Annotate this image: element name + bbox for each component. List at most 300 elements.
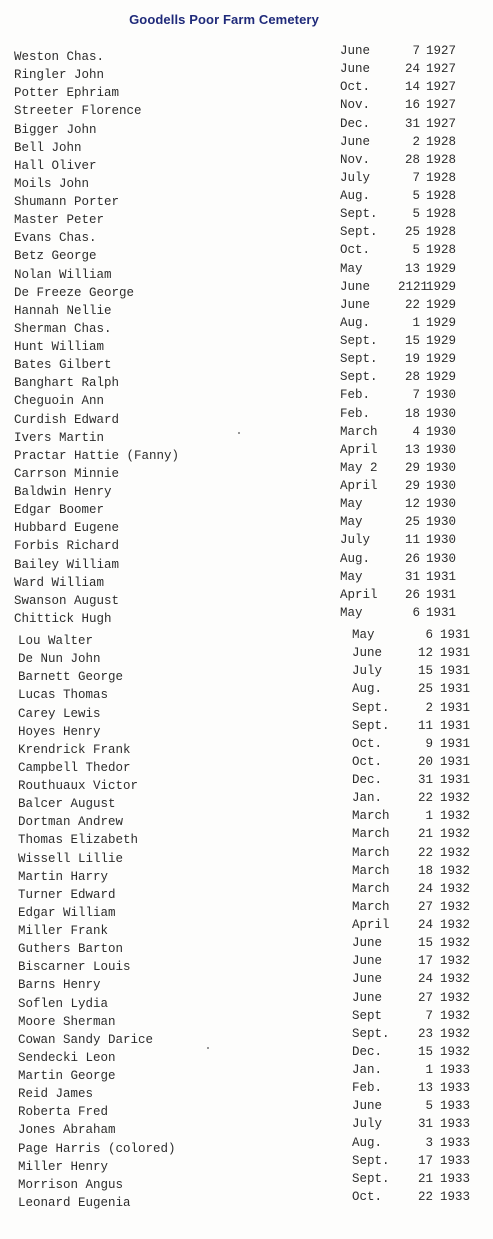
burial-row	[0, 531, 493, 554]
burial-month: Oct.	[352, 1189, 383, 1204]
burial-name: Baldwin Henry	[14, 485, 112, 499]
burial-name: Hall Oliver	[14, 158, 97, 173]
burial-month: Sept.	[340, 370, 378, 385]
burial-month: Feb.	[340, 406, 371, 421]
burial-year: 1930	[426, 533, 457, 548]
burial-row	[0, 753, 493, 775]
burial-day: 4	[412, 424, 420, 439]
burial-day: 29	[404, 479, 420, 493]
burial-row	[0, 115, 493, 137]
burial-day: 17	[417, 954, 433, 969]
burial-day: 7	[412, 388, 420, 403]
burial-year: 1931	[440, 718, 471, 733]
burial-year: 1932	[440, 918, 471, 932]
burial-day: 14	[404, 80, 420, 95]
burial-year: 1931	[440, 628, 471, 642]
burial-year: 1928	[426, 189, 457, 203]
burial-row	[0, 916, 493, 938]
burial-name: Betz George	[14, 249, 97, 264]
burial-day: 12	[404, 497, 420, 512]
burial-day: 6	[425, 628, 433, 642]
burial-month: Dec.	[352, 773, 383, 787]
burial-day: 31	[404, 569, 420, 584]
burial-day: 2121	[398, 279, 429, 294]
burial-name: Cowan Sandy Darice	[18, 1032, 154, 1047]
burial-day: 1	[412, 315, 420, 330]
burial-year: 1930	[426, 460, 457, 475]
burial-month: May 2	[340, 460, 378, 475]
burial-name: Leonard Eugenia	[18, 1195, 131, 1210]
burial-row	[0, 568, 493, 590]
burial-year: 1929	[426, 352, 457, 367]
burial-month: June	[340, 279, 371, 294]
burial-year: 1931	[440, 754, 471, 769]
burial-year: 1932	[440, 936, 471, 951]
burial-name: Bell John	[14, 140, 82, 155]
burial-day: 25	[404, 225, 420, 240]
burial-day: 7	[412, 44, 420, 58]
burial-month: Sept.	[352, 1026, 390, 1041]
burial-name: Barnett George	[18, 670, 124, 685]
burial-row	[0, 1152, 493, 1174]
burial-day: 21	[417, 1171, 433, 1186]
burial-year: 1930	[426, 406, 457, 421]
burial-name: Streeter Florence	[14, 104, 142, 119]
burial-day: 15	[417, 1044, 433, 1059]
burial-row	[0, 332, 493, 354]
burial-row	[0, 260, 493, 282]
burial-day: 26	[404, 551, 420, 566]
burial-row	[0, 604, 493, 626]
burial-day: 28	[404, 370, 420, 385]
burial-year: 1932	[440, 972, 471, 987]
burial-year: 1930	[426, 551, 457, 566]
burial-name: Master Peter	[14, 213, 105, 228]
burial-name: Martin Harry	[18, 869, 109, 884]
burial-day: 27	[417, 899, 433, 914]
burial-month: May	[340, 605, 363, 620]
burial-row	[0, 880, 493, 902]
burial-month: June	[352, 646, 383, 661]
burial-day: 26	[404, 587, 420, 602]
burial-day: 20	[417, 754, 433, 769]
burial-row	[0, 1007, 493, 1029]
burial-name: Roberta Fred	[18, 1105, 109, 1120]
burial-month: Nov.	[340, 98, 371, 113]
burial-name: Edgar William	[18, 905, 116, 920]
burial-day: 5	[412, 243, 420, 258]
burial-month: Sept.	[352, 1153, 390, 1168]
burial-row	[0, 241, 493, 264]
burial-row	[0, 78, 493, 101]
burial-year: 1932	[440, 809, 471, 824]
burial-month: June	[340, 134, 371, 149]
burial-row	[0, 1097, 493, 1120]
burial-day: 7	[425, 1008, 433, 1023]
burial-name: Thomas Elizabeth	[18, 833, 139, 848]
burial-row	[0, 680, 493, 703]
burial-row	[0, 42, 493, 64]
burial-name: De Freeze George	[14, 285, 135, 300]
burial-year: 1931	[440, 736, 471, 751]
burial-month: June	[352, 990, 383, 1005]
burial-day: 18	[417, 863, 433, 878]
burial-name: Cheguoin Ann	[14, 394, 105, 409]
burial-name: De Nun John	[18, 652, 101, 667]
burial-year: 1932	[440, 899, 471, 914]
burial-month: Aug.	[352, 682, 383, 697]
burial-row	[0, 970, 493, 993]
burial-year: 1930	[426, 515, 457, 530]
burial-row	[0, 513, 493, 536]
burial-name: Martin George	[18, 1069, 116, 1083]
burial-day: 7	[412, 170, 420, 185]
burial-year: 1932	[440, 1026, 471, 1041]
burial-day: 9	[425, 736, 433, 751]
burial-row	[0, 296, 493, 318]
burial-row	[0, 1134, 493, 1156]
burial-name: Lucas Thomas	[18, 688, 109, 703]
burial-year: 1932	[440, 791, 471, 806]
burial-day: 25	[404, 515, 420, 530]
burial-name: Lou Walter	[18, 634, 94, 648]
burial-month: July	[340, 533, 371, 548]
burial-row	[0, 441, 493, 463]
burial-year: 1932	[440, 881, 471, 896]
burial-name: Hunt William	[14, 340, 105, 354]
burial-day: 24	[417, 881, 433, 896]
burial-name: Biscarner Louis	[18, 960, 131, 975]
burial-name: Dortman Andrew	[18, 815, 124, 830]
burial-month: March	[352, 809, 390, 824]
burial-month: Oct.	[340, 80, 371, 95]
burial-name: Soflen Lydia	[18, 996, 109, 1011]
burial-month: March	[352, 827, 390, 842]
burial-year: 1932	[440, 845, 471, 860]
burial-name: Barns Henry	[18, 978, 101, 993]
burial-day: 23	[417, 1026, 433, 1041]
burial-day: 31	[404, 116, 420, 131]
burial-month: Feb.	[352, 1081, 383, 1096]
burial-month: Sept	[352, 1008, 383, 1023]
burial-list	[0, 42, 493, 1210]
burial-month: June	[352, 954, 383, 969]
burial-row	[0, 423, 493, 445]
burial-year: 1927	[426, 44, 457, 58]
burial-year: 1933	[440, 1153, 471, 1168]
burial-year: 1928	[426, 170, 457, 185]
burial-name: Hubbard Eugene	[14, 521, 120, 536]
burial-month: Sept.	[352, 718, 390, 733]
burial-row	[0, 662, 493, 685]
burial-row	[0, 862, 493, 884]
ink-speck	[207, 1047, 209, 1049]
burial-month: April	[352, 918, 390, 932]
burial-day: 11	[417, 718, 433, 733]
burial-year: 1927	[426, 80, 457, 95]
ink-speck	[238, 432, 240, 434]
burial-day: 13	[404, 442, 420, 457]
burial-day: 31	[417, 1117, 433, 1132]
burial-row	[0, 151, 493, 173]
burial-year: 1929	[426, 370, 457, 385]
burial-month: Sept.	[352, 1171, 390, 1186]
burial-row	[0, 735, 493, 757]
burial-name: Carrson Minnie	[14, 466, 120, 481]
burial-month: March	[352, 899, 390, 914]
burial-month: May	[340, 515, 363, 530]
burial-name: Campbell Thedor	[18, 760, 131, 775]
burial-name: Reid James	[18, 1087, 94, 1102]
burial-month: July	[352, 1117, 383, 1132]
burial-row	[0, 459, 493, 481]
burial-year: 1933	[440, 1063, 471, 1077]
burial-year: 1933	[440, 1081, 471, 1096]
burial-month: Jan.	[352, 1063, 383, 1077]
burial-year: 1927	[426, 98, 457, 113]
burial-year: 1932	[440, 827, 471, 842]
page-title: Goodells Poor Farm Cemetery	[129, 12, 319, 27]
burial-day: 29	[404, 460, 420, 475]
burial-row	[0, 368, 493, 391]
burial-row	[0, 96, 493, 119]
burial-day: 15	[417, 936, 433, 951]
burial-name: Miller Frank	[18, 924, 109, 938]
burial-year: 1931	[426, 605, 457, 620]
burial-year: 1933	[440, 1171, 471, 1186]
burial-day: 1	[425, 1063, 433, 1077]
burial-row	[0, 187, 493, 209]
burial-year: 1929	[426, 315, 457, 330]
burial-day: 15	[404, 334, 420, 348]
burial-month: March	[340, 424, 378, 439]
burial-month: April	[340, 479, 378, 493]
burial-month: March	[352, 881, 390, 896]
burial-name: Practar Hattie (Fanny)	[14, 448, 180, 463]
burial-name: Evans Chas.	[14, 231, 97, 246]
burial-day: 16	[404, 98, 420, 113]
burial-month: May	[352, 628, 375, 642]
burial-name: Carey Lewis	[18, 706, 101, 721]
burial-day: 18	[404, 406, 420, 421]
burial-row	[0, 60, 493, 83]
burial-name: Weston Chas.	[14, 50, 105, 64]
burial-month: May	[340, 497, 363, 512]
burial-year: 1929	[426, 334, 457, 348]
burial-day: 19	[404, 352, 420, 367]
burial-name: Hannah Nellie	[14, 303, 112, 318]
burial-year: 1931	[426, 587, 457, 602]
burial-month: June	[352, 1099, 383, 1114]
burial-row	[0, 495, 493, 518]
burial-day: 5	[412, 189, 420, 203]
burial-year: 1931	[440, 700, 471, 715]
burial-year: 1933	[440, 1099, 471, 1114]
burial-name: Ivers Martin	[14, 430, 105, 445]
burial-year: 1932	[440, 1044, 471, 1059]
burial-year: 1929	[426, 279, 457, 294]
burial-month: June	[352, 936, 383, 951]
burial-year: 1930	[426, 497, 457, 512]
burial-month: April	[340, 587, 378, 602]
burial-year: 1933	[440, 1189, 471, 1204]
burial-month: Sept.	[340, 334, 378, 348]
burial-day: 2	[425, 700, 433, 715]
burial-row	[0, 405, 493, 427]
burial-row	[0, 1170, 493, 1192]
burial-day: 27	[417, 990, 433, 1005]
burial-name: Chittick Hugh	[14, 611, 112, 626]
burial-year: 1932	[440, 954, 471, 969]
burial-month: July	[340, 170, 371, 185]
burial-row	[0, 934, 493, 957]
burial-name: Sendecki Leon	[18, 1050, 116, 1065]
burial-row	[0, 223, 493, 246]
burial-name: Shumann Porter	[14, 195, 120, 209]
burial-row	[0, 1043, 493, 1065]
burial-year: 1931	[440, 646, 471, 661]
burial-name: Morrison Angus	[18, 1177, 124, 1192]
burial-row	[0, 550, 493, 572]
burial-year: 1928	[426, 243, 457, 258]
burial-month: Jan.	[352, 791, 383, 806]
burial-year: 1928	[426, 207, 457, 222]
burial-month: Nov.	[340, 152, 371, 167]
burial-row	[0, 278, 493, 300]
burial-month: Dec.	[352, 1044, 383, 1059]
burial-year: 1930	[426, 424, 457, 439]
burial-name: Forbis Richard	[14, 539, 120, 554]
burial-month: June	[340, 44, 371, 58]
burial-name: Turner Edward	[18, 887, 116, 902]
burial-day: 24	[417, 918, 433, 932]
burial-name: Guthers Barton	[18, 942, 124, 957]
burial-day: 28	[404, 152, 420, 167]
burial-name: Sherman Chas.	[14, 321, 112, 336]
burial-day: 21	[417, 827, 433, 842]
burial-row	[0, 586, 493, 608]
burial-name: Edgar Boomer	[14, 503, 105, 518]
burial-row	[0, 989, 493, 1011]
burial-name: Curdish Edward	[14, 412, 120, 427]
burial-day: 17	[417, 1153, 433, 1168]
burial-year: 1927	[426, 116, 457, 131]
burial-year: 1932	[440, 1008, 471, 1023]
burial-month: Aug.	[352, 1135, 383, 1150]
burial-name: Ward William	[14, 575, 105, 590]
burial-year: 1931	[440, 773, 471, 787]
burial-year: 1931	[440, 664, 471, 679]
burial-month: Sept.	[340, 225, 378, 240]
burial-row	[0, 771, 493, 793]
burial-day: 15	[417, 664, 433, 679]
burial-row	[0, 626, 493, 648]
burial-name: Wissell Lillie	[18, 851, 124, 866]
burial-name: Bailey William	[14, 557, 120, 572]
burial-month: Oct.	[340, 243, 371, 258]
burial-day: 11	[404, 533, 420, 548]
burial-row	[0, 1061, 493, 1083]
burial-day: 5	[412, 207, 420, 222]
burial-month: March	[352, 845, 390, 860]
burial-month: May	[340, 569, 363, 584]
burial-day: 12	[417, 646, 433, 661]
burial-month: Sept.	[352, 700, 390, 715]
burial-name: Swanson August	[14, 593, 120, 608]
burial-month: Aug.	[340, 189, 371, 203]
burial-row	[0, 644, 493, 667]
burial-row	[0, 350, 493, 373]
burial-year: 1929	[426, 297, 457, 312]
burial-row	[0, 314, 493, 336]
burial-row	[0, 1115, 493, 1138]
burial-year: 1930	[426, 442, 457, 457]
burial-name: Balcer August	[18, 797, 116, 812]
burial-month: March	[352, 863, 390, 878]
burial-year: 1929	[426, 261, 457, 276]
burial-name: Bigger John	[14, 122, 97, 137]
burial-row	[0, 717, 493, 739]
burial-day: 31	[417, 773, 433, 787]
burial-name: Routhuaux Victor	[18, 779, 139, 793]
burial-row	[0, 1079, 493, 1102]
burial-year: 1928	[426, 152, 457, 167]
burial-row	[0, 1188, 493, 1210]
burial-day: 3	[425, 1135, 433, 1150]
burial-name: Nolan William	[14, 267, 112, 282]
burial-year: 1927	[426, 62, 457, 77]
burial-day: 5	[425, 1099, 433, 1114]
burial-month: Sept.	[340, 207, 378, 222]
burial-row	[0, 789, 493, 812]
burial-day: 13	[404, 261, 420, 276]
burial-day: 24	[417, 972, 433, 987]
burial-row	[0, 477, 493, 499]
burial-row	[0, 699, 493, 721]
burial-month: Aug.	[340, 551, 371, 566]
burial-day: 2	[412, 134, 420, 149]
burial-day: 25	[417, 682, 433, 697]
burial-row	[0, 386, 493, 409]
burial-month: June	[352, 972, 383, 987]
burial-row	[0, 205, 493, 228]
burial-name: Page Harris (colored)	[18, 1141, 176, 1156]
burial-day: 1	[425, 809, 433, 824]
burial-year: 1931	[426, 569, 457, 584]
burial-name: Ringler John	[14, 68, 105, 83]
burial-month: Feb.	[340, 388, 371, 403]
burial-name: Jones Abraham	[18, 1123, 116, 1138]
burial-row	[0, 844, 493, 866]
burial-day: 13	[417, 1081, 433, 1096]
burial-day: 24	[404, 62, 420, 77]
burial-month: Oct.	[352, 736, 383, 751]
burial-year: 1933	[440, 1117, 471, 1132]
burial-year: 1931	[440, 682, 471, 697]
burial-month: April	[340, 442, 378, 457]
burial-name: Hoyes Henry	[18, 724, 101, 739]
burial-month: Sept.	[340, 352, 378, 367]
burial-day: 22	[404, 297, 420, 312]
burial-name: Potter Ephriam	[14, 86, 120, 101]
burial-month: June	[340, 297, 371, 312]
burial-row	[0, 133, 493, 155]
burial-row	[0, 1025, 493, 1047]
burial-year: 1932	[440, 990, 471, 1005]
burial-name: Bates Gilbert	[14, 358, 112, 373]
burial-year: 1928	[426, 225, 457, 240]
burial-name: Moils John	[14, 176, 90, 191]
